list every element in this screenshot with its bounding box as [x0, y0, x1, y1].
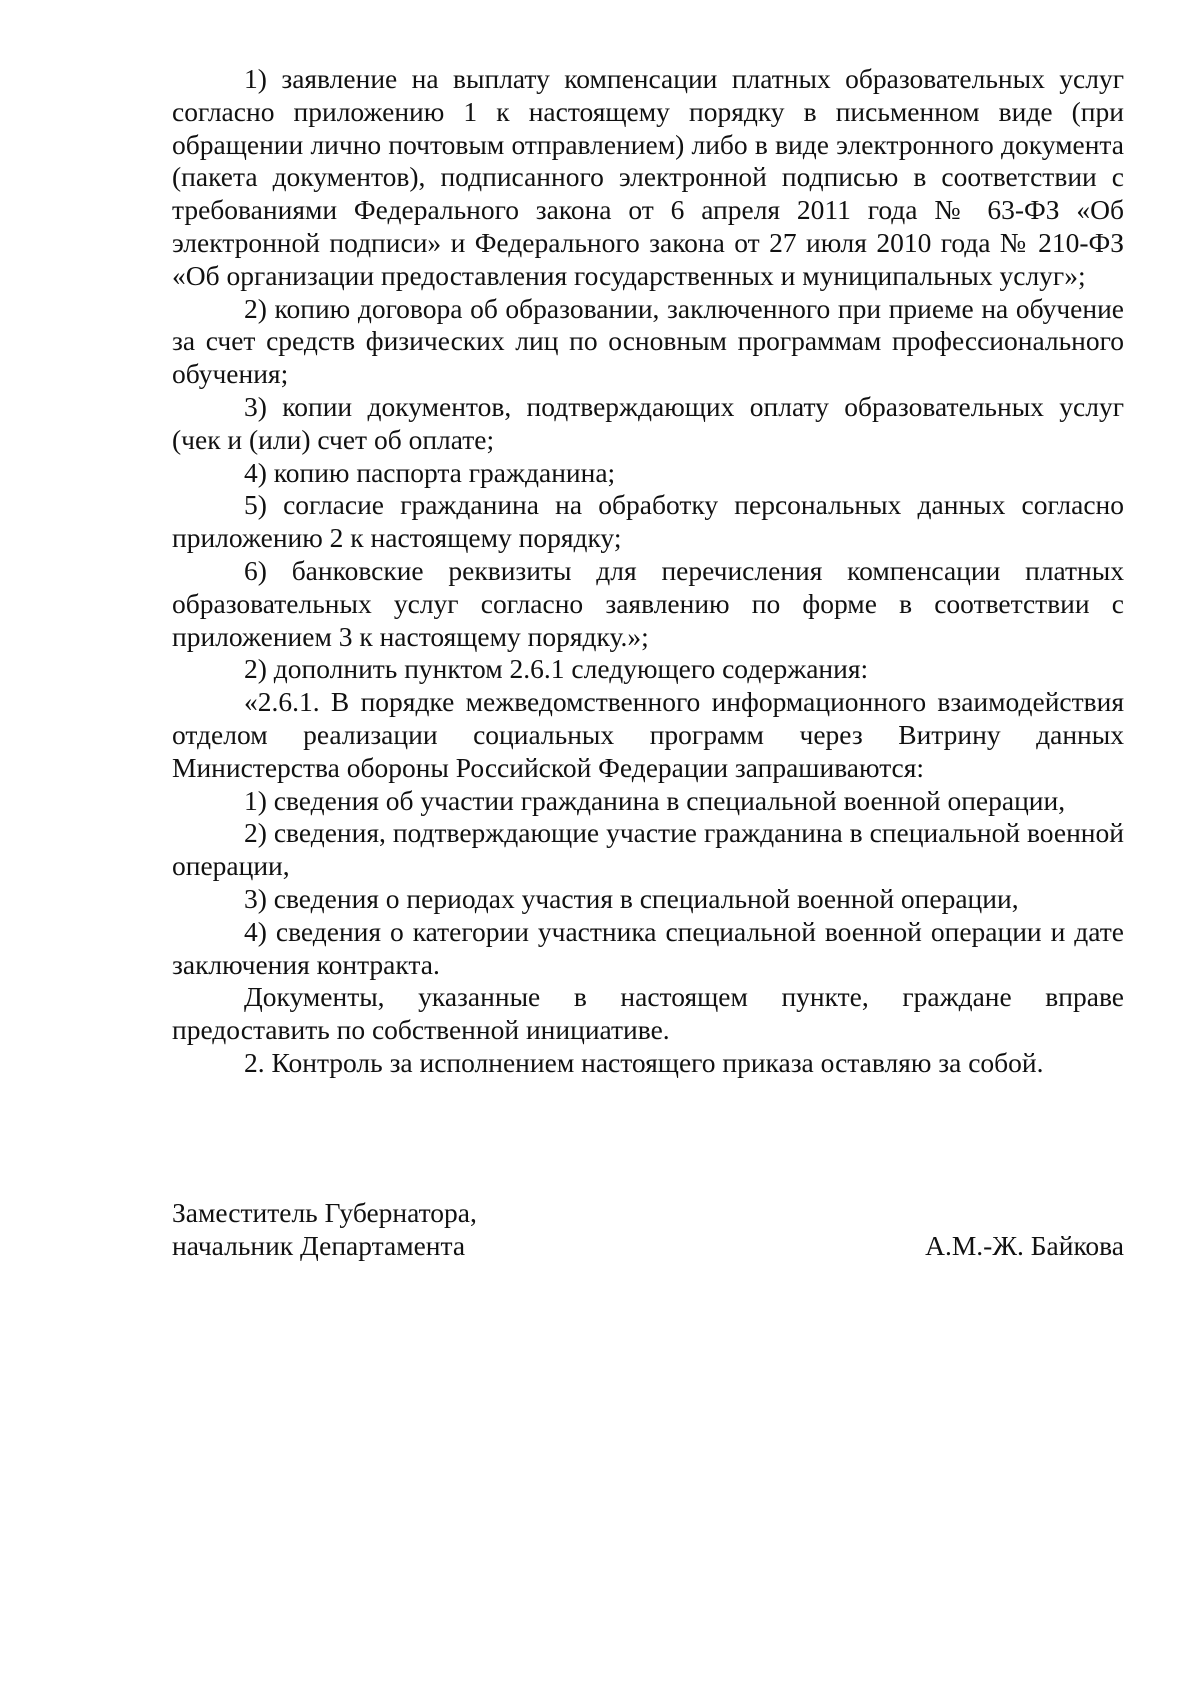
paragraph-info-4: 4) сведения о категории участника специальной военной операции и дате заключения контракта. — [172, 915, 1124, 980]
document-body — [172, 63, 1124, 1080]
paragraph-info-1: 1) сведения об участии гражданина в специальной военной операции, — [244, 784, 1066, 816]
paragraph-documents-note: Документы, указанные в настоящем пункте, граждане вправе предоставить по собственной инициативе. — [172, 981, 1124, 1046]
signer-position-line2: начальник Департамента — [172, 1230, 466, 1261]
paragraph-item-4: 4) копию паспорта гражданина; — [244, 456, 616, 488]
paragraph-item-6: 6) банковские реквизиты для перечисления компенсации платных образовательных услуг согласно заявлению по форме в соответствии с приложением 3 к настоящему порядку.»; — [172, 554, 1124, 652]
paragraph-item-5: 5) согласие гражданина на обработку персональных данных согласно приложению 2 к настоящему порядку; — [172, 489, 1124, 554]
signer-name: А.М.-Ж. Байкова — [925, 1230, 1124, 1261]
signer-position-line1: Заместитель Губернатора, — [172, 1197, 477, 1228]
paragraph-control: 2. Контроль за исполнением настоящего приказа оставляю за собой. — [244, 1046, 1044, 1078]
paragraph-info-2: 2) сведения, подтверждающие участие гражданина в специальной военной операции, — [172, 817, 1124, 882]
paragraph-info-3: 3) сведения о периодах участия в специальной военной операции, — [244, 882, 1019, 914]
paragraph-item-2: 2) копию договора об образовании, заключенного при приеме на обучение за счет средств физических лиц по основным программам профессионального обучения; — [172, 292, 1124, 390]
paragraph-amend-2: 2) дополнить пунктом 2.6.1 следующего содержания: — [244, 653, 869, 685]
paragraph-item-1: 1) заявление на выплату компенсации платных образовательных услуг согласно приложению 1 к настоящему порядку в письменном виде (при обращении лично почтовым отправлением) либо в виде электронного документа (пакета документов), подписанного электронной подписью в соответствии с требованиями Федерального закона от 6 апреля 2011 года № 63-ФЗ «Об электронной подписи» и Федерального закона от 27 июля 2010 года № 210-ФЗ «Об организации предоставления государственных и муниципальных услуг»; — [172, 63, 1124, 291]
signature-line-1 — [172, 1196, 1124, 1229]
signature-line-2 — [172, 1229, 1124, 1262]
signature-block — [172, 1196, 1124, 1262]
paragraph-item-3: 3) копии документов, подтверждающих оплату образовательных услуг (чек и (или) счет об оплате; — [172, 390, 1124, 455]
paragraph-2-6-1: «2.6.1. В порядке межведомственного информационного взаимодействия отделом реализации социальных программ через Витрину данных Министерства обороны Российской Федерации запрашиваются: — [172, 686, 1124, 783]
